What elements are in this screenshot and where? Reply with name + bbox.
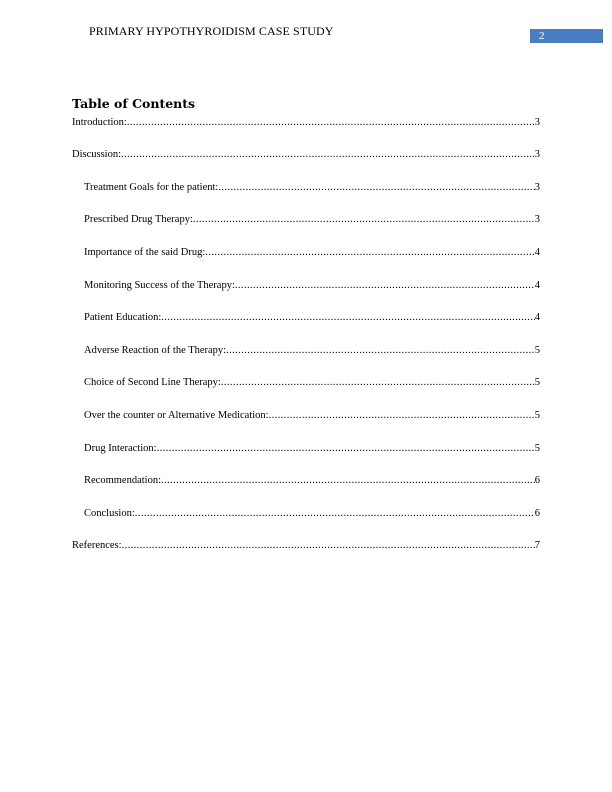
toc-entry[interactable] xyxy=(72,116,540,129)
toc-entry[interactable] xyxy=(84,213,540,226)
toc-entry[interactable] xyxy=(84,409,540,422)
toc-leader-dots xyxy=(161,311,534,324)
toc-entry-page: 3 xyxy=(534,117,540,128)
toc-entry[interactable] xyxy=(84,507,540,520)
toc-entry-page: 3 xyxy=(534,182,540,193)
toc-entry[interactable] xyxy=(84,181,540,194)
toc-entry-label: References: xyxy=(72,540,122,551)
toc-entry[interactable] xyxy=(84,442,540,455)
toc-entry-page: 6 xyxy=(534,475,540,486)
toc-entry-page: 5 xyxy=(534,410,540,421)
toc-leader-dots xyxy=(226,344,535,357)
toc-entry-label: Conclusion: xyxy=(84,508,135,519)
toc-entry-page: 5 xyxy=(534,443,540,454)
toc-entry-page: 4 xyxy=(534,247,540,258)
toc-entry-page: 6 xyxy=(534,508,540,519)
toc-leader-dots xyxy=(157,442,535,455)
toc-leader-dots xyxy=(269,409,535,422)
toc-entry-label: Introduction: xyxy=(72,117,127,128)
toc-entry-label: Drug Interaction: xyxy=(84,443,157,454)
toc-entry-label: Prescribed Drug Therapy: xyxy=(84,214,193,225)
toc-entry-label: Over the counter or Alternative Medication: xyxy=(84,410,269,421)
toc-entry-page: 7 xyxy=(534,540,540,551)
toc-entry[interactable] xyxy=(84,279,540,292)
toc-entry-label: Importance of the said Drug: xyxy=(84,247,206,258)
toc-entry-label: Recommendation: xyxy=(84,475,161,486)
toc-entry-label: Choice of Second Line Therapy: xyxy=(84,377,221,388)
toc-leader-dots xyxy=(221,376,535,389)
toc-leader-dots xyxy=(135,507,535,520)
toc-entry-page: 4 xyxy=(534,280,540,291)
toc-entry-label: Monitoring Success of the Therapy: xyxy=(84,280,235,291)
toc-entry-page: 4 xyxy=(534,312,540,323)
toc-entry[interactable] xyxy=(72,539,540,552)
header-title: PRIMARY HYPOTHYROIDISM CASE STUDY xyxy=(89,24,334,38)
toc-leader-dots xyxy=(161,474,535,487)
toc-entry-label: Adverse Reaction of the Therapy: xyxy=(84,345,227,356)
toc-entry-page: 5 xyxy=(534,345,540,356)
toc-entry[interactable] xyxy=(84,474,540,487)
toc-leader-dots xyxy=(218,181,534,194)
toc-leader-dots xyxy=(193,213,535,226)
toc-entry[interactable] xyxy=(84,311,540,324)
toc-entry[interactable] xyxy=(84,246,540,259)
toc-leader-dots xyxy=(122,539,535,552)
toc-leader-dots xyxy=(235,279,535,292)
toc-heading: Table of Contents xyxy=(72,96,196,111)
page-number-badge: 2 xyxy=(530,29,603,43)
toc-entry-label: Treatment Goals for the patient: xyxy=(84,182,219,193)
toc-leader-dots xyxy=(121,148,535,161)
toc-entry-page: 3 xyxy=(534,149,540,160)
toc-entry[interactable] xyxy=(72,148,540,161)
toc-entry[interactable] xyxy=(84,376,540,389)
toc-leader-dots xyxy=(205,246,534,259)
toc-entry-label: Discussion: xyxy=(72,149,122,160)
toc-entry-label: Patient Education: xyxy=(84,312,162,323)
toc-entry[interactable] xyxy=(84,344,540,357)
toc-entry-page: 3 xyxy=(534,214,540,225)
toc-entry-page: 5 xyxy=(534,377,540,388)
toc-leader-dots xyxy=(127,116,535,129)
